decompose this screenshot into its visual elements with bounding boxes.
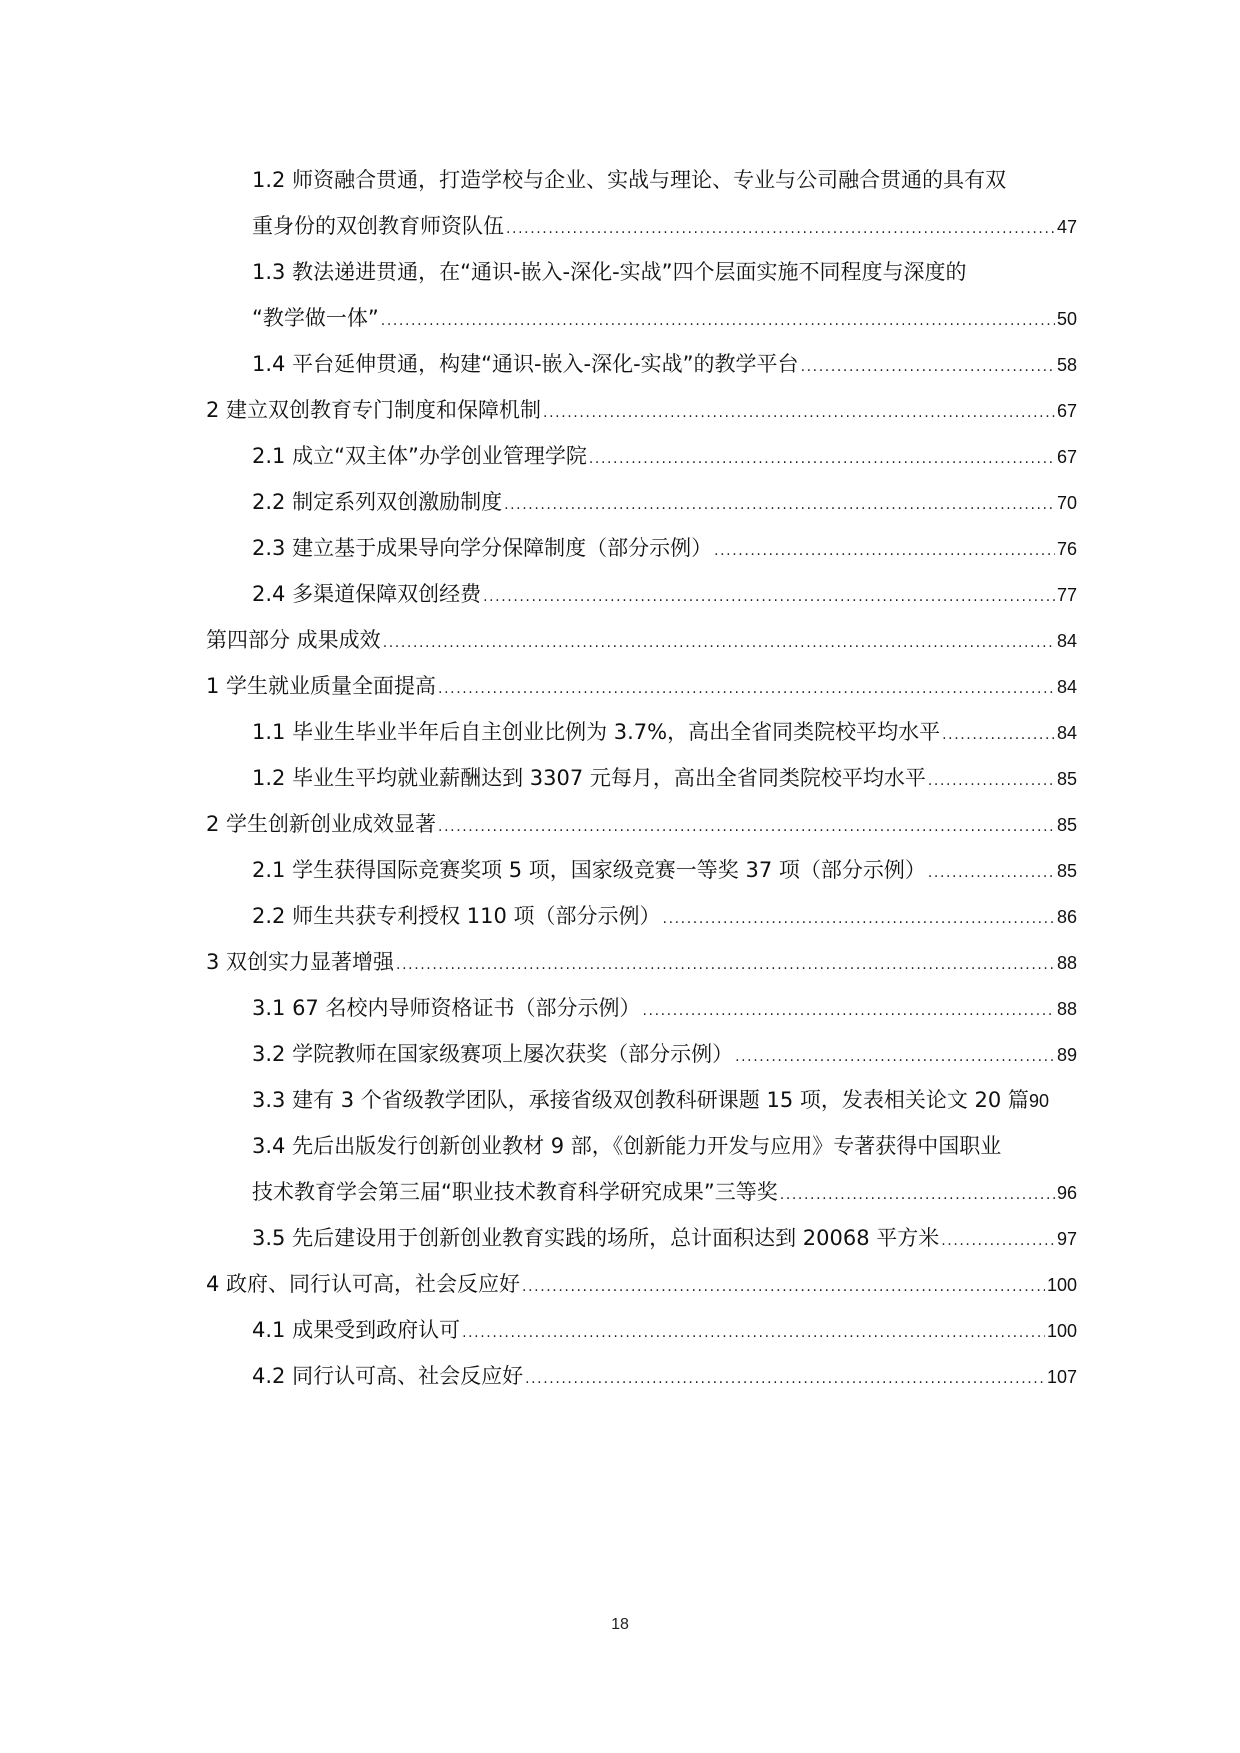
toc-entry[interactable] xyxy=(206,1031,1077,1077)
toc-entry-title: 2 学生创新创业成效显著 xyxy=(206,812,437,836)
toc-entry-page-number: 86 xyxy=(1056,907,1077,927)
toc-entry[interactable] xyxy=(206,1215,1077,1261)
toc-entry-title: 2.4 多渠道保障双创经费 xyxy=(252,582,482,606)
dot-leader xyxy=(438,666,1055,712)
toc-entry[interactable] xyxy=(206,985,1077,1031)
toc-entry[interactable] xyxy=(206,1123,1077,1215)
toc-entry-title: 技术教育学会第三届“职业技术教育科学研究成果”三等奖 xyxy=(252,1180,778,1204)
dot-leader xyxy=(928,850,1055,896)
toc-entry-page-number: 85 xyxy=(1056,861,1077,881)
toc-entry-page-number: 100 xyxy=(1046,1275,1077,1295)
toc-entry-page-number: 88 xyxy=(1056,953,1077,973)
dot-leader xyxy=(780,1172,1055,1218)
dot-leader xyxy=(462,1310,1045,1356)
dot-leader xyxy=(543,390,1055,436)
dot-leader xyxy=(522,1264,1045,1310)
toc-entry-page-number: 96 xyxy=(1056,1183,1077,1203)
toc-entry-title-line: 1.2 师资融合贯通，打造学校与企业、实战与理论、专业与公司融合贯通的具有双 xyxy=(252,168,1007,192)
dot-leader xyxy=(504,482,1055,528)
toc-entry-title: 2.3 建立基于成果导向学分保障制度（部分示例） xyxy=(252,536,713,560)
dot-leader xyxy=(801,344,1055,390)
toc-entry[interactable] xyxy=(206,617,1077,663)
toc-entry[interactable] xyxy=(206,709,1077,755)
toc-entry[interactable] xyxy=(206,157,1077,249)
toc-entry-title-line: 3.4 先后出版发行创新创业教材 9 部，《创新能力开发与应用》专著获得中国职业 xyxy=(252,1134,1002,1158)
toc-entry-title: 1 学生就业质量全面提高 xyxy=(206,674,437,698)
dot-leader xyxy=(483,574,1055,620)
toc-entry-title: 3.3 建有 3 个省级教学团队，承接省级双创教科研课题 15 项，发表相关论文 20 篇 xyxy=(252,1088,1029,1112)
toc-entry-title: “教学做一体” xyxy=(252,306,379,330)
toc-entry-page-number: 89 xyxy=(1056,1045,1077,1065)
dot-leader xyxy=(589,436,1055,482)
toc-entry-page-number: 77 xyxy=(1056,585,1077,605)
toc-entry-page-number: 84 xyxy=(1056,677,1077,697)
toc-entry-title: 3.5 先后建设用于创新创业教育实践的场所，总计面积达到 20068 平方米 xyxy=(252,1226,940,1250)
toc-entry-page-number: 67 xyxy=(1056,447,1077,467)
toc-entry[interactable] xyxy=(206,801,1077,847)
toc-entry-page-number: 88 xyxy=(1056,999,1077,1019)
toc-entry-title: 2.2 师生共获专利授权 110 项（部分示例） xyxy=(252,904,661,928)
toc-entry-title: 4.2 同行认可高、社会反应好 xyxy=(252,1364,524,1388)
dot-leader xyxy=(642,988,1055,1034)
dot-leader xyxy=(941,1218,1055,1264)
toc-entry[interactable] xyxy=(206,893,1077,939)
toc-entry[interactable] xyxy=(206,847,1077,893)
toc-entry-title: 第四部分 成果成效 xyxy=(206,628,381,652)
toc-entry-page-number: 100 xyxy=(1046,1321,1077,1341)
toc-entry-page-number: 90 xyxy=(1028,1091,1049,1111)
toc-entry[interactable] xyxy=(206,1077,1077,1123)
dot-leader xyxy=(396,942,1055,988)
toc-entry-page-number: 47 xyxy=(1056,217,1077,237)
toc-entry[interactable] xyxy=(206,249,1077,341)
toc-entry-title: 3 双创实力显著增强 xyxy=(206,950,395,974)
toc-entry-page-number: 107 xyxy=(1046,1367,1077,1387)
dot-leader xyxy=(506,206,1055,252)
dot-leader xyxy=(735,1034,1055,1080)
toc-entry-page-number: 85 xyxy=(1056,769,1077,789)
toc-entry-page-number: 97 xyxy=(1056,1229,1077,1249)
toc-entry-title: 3.2 学院教师在国家级赛项上屡次获奖（部分示例） xyxy=(252,1042,734,1066)
dot-leader xyxy=(663,896,1055,942)
dot-leader xyxy=(928,758,1055,804)
toc-entry[interactable] xyxy=(206,571,1077,617)
toc-entry-title: 3.1 67 名校内导师资格证书（部分示例） xyxy=(252,996,641,1020)
toc-entry-title: 1.1 毕业生毕业半年后自主创业比例为 3.7%，高出全省同类院校平均水平 xyxy=(252,720,941,744)
toc-entry-page-number: 84 xyxy=(1056,723,1077,743)
toc-entry[interactable] xyxy=(206,1307,1077,1353)
toc-entry[interactable] xyxy=(206,479,1077,525)
toc-entry-page-number: 85 xyxy=(1056,815,1077,835)
toc-entry-title: 2 建立双创教育专门制度和保障机制 xyxy=(206,398,542,422)
toc-entry-page-number: 58 xyxy=(1056,355,1077,375)
toc-entry-page-number: 76 xyxy=(1056,539,1077,559)
toc-entry-page-number: 50 xyxy=(1056,309,1077,329)
toc-entry-title: 2.2 制定系列双创激励制度 xyxy=(252,490,503,514)
toc-entry[interactable] xyxy=(206,341,1077,387)
toc-entry-title: 2.1 学生获得国际竞赛奖项 5 项，国家级竞赛一等奖 37 项（部分示例） xyxy=(252,858,926,882)
page-number: 18 xyxy=(611,1616,629,1633)
toc-entry-title-line: 1.3 教法递进贯通，在“通识-嵌入-深化-实战”四个层面实施不同程度与深度的 xyxy=(252,260,967,284)
toc-entry[interactable] xyxy=(206,525,1077,571)
toc-entry[interactable] xyxy=(206,755,1077,801)
dot-leader xyxy=(381,298,1055,344)
toc-entry[interactable] xyxy=(206,939,1077,985)
dot-leader xyxy=(438,804,1055,850)
dot-leader xyxy=(525,1356,1045,1402)
toc-entry-title: 2.1 成立“双主体”办学创业管理学院 xyxy=(252,444,587,468)
toc-entry[interactable] xyxy=(206,387,1077,433)
toc-entry-page-number: 84 xyxy=(1056,631,1077,651)
toc-entry[interactable] xyxy=(206,1353,1077,1399)
toc-entry[interactable] xyxy=(206,663,1077,709)
toc-entry-title: 4 政府、同行认可高，社会反应好 xyxy=(206,1272,521,1296)
dot-leader xyxy=(714,528,1055,574)
table-of-contents xyxy=(206,157,1077,1399)
toc-entry-title: 重身份的双创教育师资队伍 xyxy=(252,214,504,238)
toc-entry-title: 1.2 毕业生平均就业薪酬达到 3307 元每月，高出全省同类院校平均水平 xyxy=(252,766,926,790)
toc-entry-page-number: 67 xyxy=(1056,401,1077,421)
dot-leader xyxy=(383,620,1055,666)
toc-entry-page-number: 70 xyxy=(1056,493,1077,513)
toc-entry[interactable] xyxy=(206,433,1077,479)
dot-leader xyxy=(942,712,1055,758)
toc-entry[interactable] xyxy=(206,1261,1077,1307)
toc-entry-title: 1.4 平台延伸贯通，构建“通识-嵌入-深化-实战”的教学平台 xyxy=(252,352,799,376)
toc-entry-title: 4.1 成果受到政府认可 xyxy=(252,1318,461,1342)
